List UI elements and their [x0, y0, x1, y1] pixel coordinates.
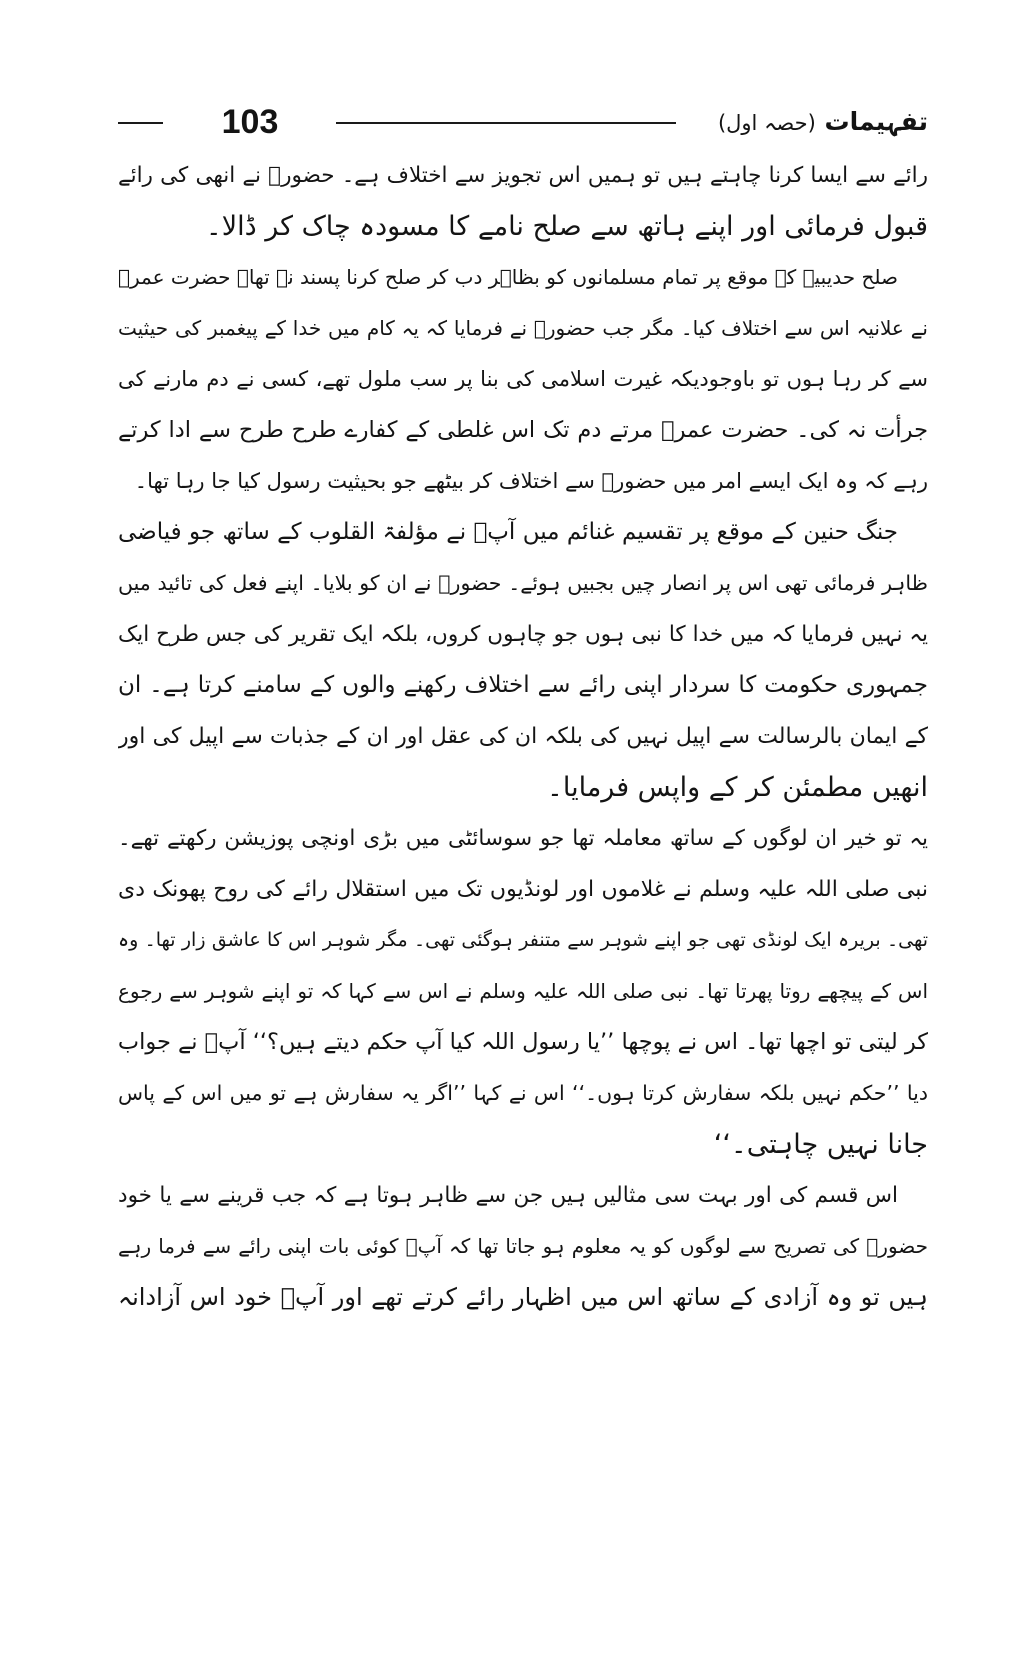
text-line: ظاہر فرمائی تھی اس پر انصار چیں بجبیں ہوئے۔ حضورؐ نے ان کو بلایا۔ اپنے فعل کی تائید میں	[118, 571, 928, 595]
text-line: رہے کہ وہ ایک ایسے امر میں حضورؐ سے اختلاف کر بیٹھے جو بحیثیت رسول کیا جا رہا تھا۔	[134, 469, 928, 493]
page-number: 103	[221, 103, 279, 141]
text-line: کر لیتی تو اچھا تھا۔ اس نے پوچھا ’’یا رسول اللہ کیا آپ حکم دیتے ہیں؟‘‘ آپؐ نے جواب	[118, 1029, 928, 1055]
header-rule-right	[336, 122, 676, 124]
text-line: دیا ’’حکم نہیں بلکہ سفارش کرتا ہوں۔‘‘ اس نے کہا ’’اگر یہ سفارش ہے تو میں اس کے پاس	[118, 1081, 928, 1105]
text-line: اس قسم کی اور بہت سی مثالیں ہیں جن سے ظاہر ہوتا ہے کہ جب قرینے سے یا خود	[118, 1183, 898, 1208]
text-line: یہ تو خیر ان لوگوں کے ساتھ معاملہ تھا جو سوسائٹی میں بڑی اونچی پوزیشن رکھتے تھے۔	[118, 826, 928, 851]
text-line: رائے سے ایسا کرنا چاہتے ہیں تو ہمیں اس تجویز سے اختلاف ہے۔ حضورؐ نے انھی کی رائے	[118, 163, 928, 188]
page-header	[118, 100, 928, 144]
text-line: ہیں تو وہ آزادی کے ساتھ اس میں اظہار رائے کرتے تھے اور آپؐ خود اس آزادانہ	[118, 1283, 928, 1311]
text-line: نبی صلی اللہ علیہ وسلم نے غلاموں اور لونڈیوں تک میں استقلال رائے کی روح پھونک دی	[118, 877, 928, 902]
text-line: جرأت نہ کی۔ حضرت عمرؓ مرتے دم تک اس غلطی کے کفارے طرح طرح سے ادا کرتے	[118, 417, 928, 443]
text-line: جمہوری حکومت کا سردار اپنی رائے سے اختلاف رکھنے والوں کے سامنے کرتا ہے۔ ان	[118, 672, 928, 698]
text-line: کے ایمان بالرسالت سے اپیل نہیں کی بلکہ ان کی عقل اور ان کے جذبات سے اپیل کی اور	[118, 724, 928, 749]
header-rule-left	[118, 122, 163, 124]
text-line: جنگ حنین کے موقع پر تقسیم غنائم میں آپؐ نے مؤلفۃ القلوب کے ساتھ جو فیاضی	[118, 519, 898, 545]
body-text	[118, 150, 928, 1323]
text-line: حضورؐ کی تصریح سے لوگوں کو یہ معلوم ہو جاتا تھا کہ آپؐ کوئی بات اپنی رائے سے فرما رہے	[118, 1234, 928, 1258]
text-line: تھی۔ بریرہ ایک لونڈی تھی جو اپنے شوہر سے متنفر ہوگئی تھی۔ مگر شوہر اس کا عاشق زار تھا۔ وہ	[118, 929, 928, 951]
book-title: تفہیمات	[824, 107, 928, 136]
text-line: نے علانیہ اس سے اختلاف کیا۔ مگر جب حضورؐ نے فرمایا کہ یہ کام میں خدا کے پیغمبر کی حیثیت	[118, 316, 928, 340]
text-line: اس کے پیچھے روتا پھرتا تھا۔ نبی صلی اللہ علیہ وسلم نے اس سے کہا کہ تو اپنے شوہر سے رجوع	[118, 979, 928, 1003]
text-line: صلح حدیبیہ کے موقع پر تمام مسلمانوں کو بظاہر دب کر صلح کرنا پسند نہ تھا۔ حضرت عمرؓ	[118, 265, 898, 289]
text-line: انھیں مطمئن کر کے واپس فرمایا۔	[547, 772, 928, 803]
text-line: قبول فرمائی اور اپنے ہاتھ سے صلح نامے کا مسودہ چاک کر ڈالا۔	[205, 211, 928, 242]
text-line: سے کر رہا ہوں تو باوجودیکہ غیرت اسلامی کی بنا پر سب ملول تھے، کسی نے دم مارنے کی	[118, 367, 928, 391]
text-line: یہ نہیں فرمایا کہ میں خدا کا نبی ہوں جو چاہوں کروں، بلکہ ایک تقریر کی جس طرح ایک	[118, 622, 928, 647]
running-title	[678, 102, 928, 143]
book-part: (حصہ اول)	[717, 111, 816, 135]
text-line: جانا نہیں چاہتی۔‘‘	[713, 1129, 928, 1160]
